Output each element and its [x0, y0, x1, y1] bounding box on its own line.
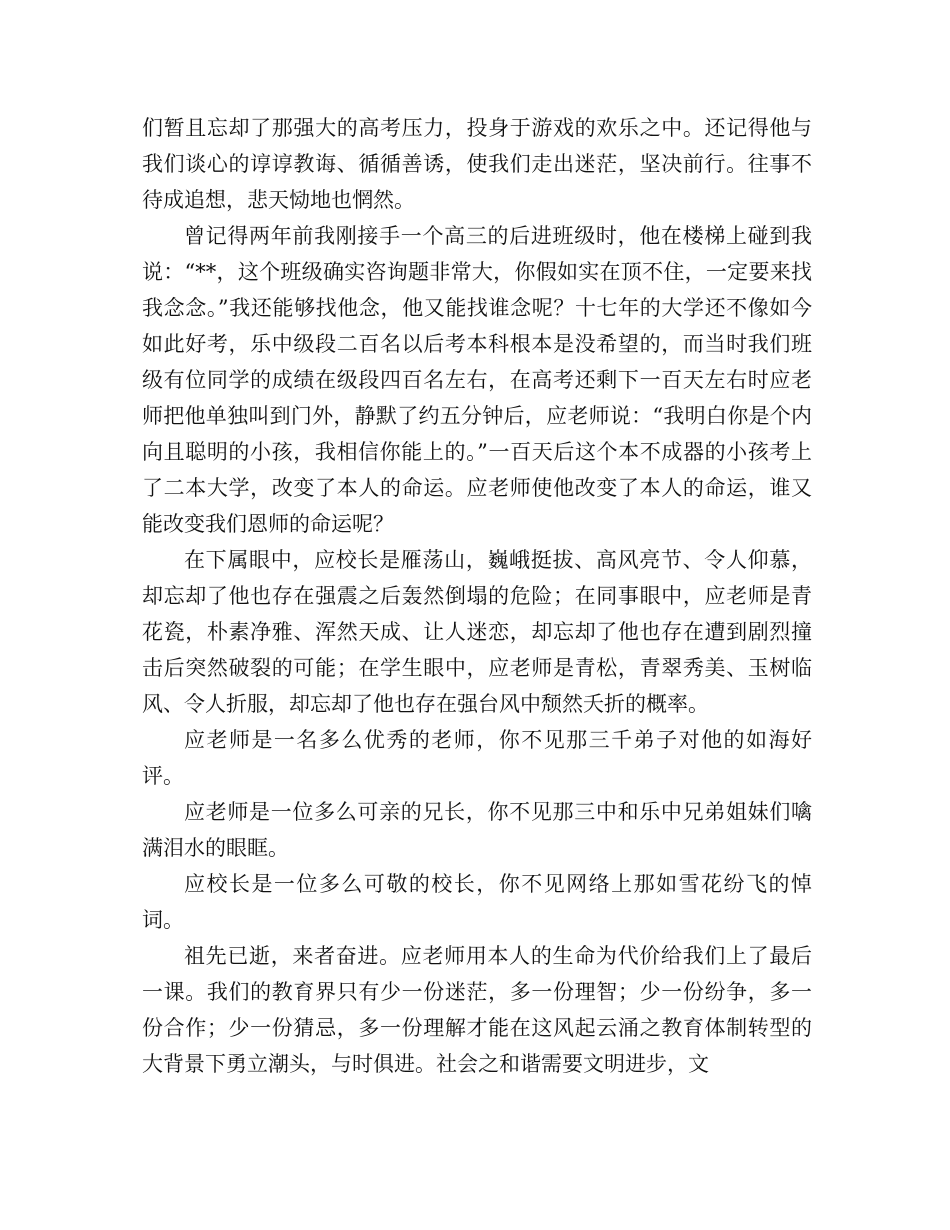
paragraph-in-others-eyes: 在下属眼中，应校长是雁荡山，巍峨挺拔、高风亮节、令人仰慕，却忘却了他也存在强震之后轰然倒塌的危险；在同事眼中，应老师是青花瓷，朴素净雅、浑然天成、让人迷恋，却忘却了他也存在遭到剧烈撞击后突然破裂的可能；在学生眼中，应老师是青松，青翠秀美、玉树临风、令人折服，却忘却了他也存在强台风中颓然夭折的概率。: [142, 548, 812, 716]
paragraph-excellent-teacher: 应老师是一名多么优秀的老师，你不见那三千弟子对他的如海好评。: [142, 728, 812, 788]
paragraph-respected-principal: 应校长是一位多么可敬的校长，你不见网络上那如雪花纷飞的悼词。: [142, 872, 812, 932]
paragraph-memory-stairs: 曾记得两年前我刚接手一个高三的后进班级时，他在楼梯上碰到我说：“**，这个班级确实咨询题非常大，你假如实在顶不住，一定要来找我念念。”我还能够找他念，他又能找谁念呢？十七年的大学还不像如今如此好考，乐中级段二百名以后考本科根本是没希望的，而当时我们班级有位同学的成绩在级段四百名左右，在高考还剩下一百天左右时应老师把他单独叫到门外，静默了约五分钟后，应老师说：“我明白你是个内向且聪明的小孩，我相信你能上的。”一百天后这个本不成器的小孩考上了二本大学，改变了本人的命运。应老师使他改变了本人的命运，谁又能改变我们恩师的命运呢？: [142, 224, 812, 536]
paragraph-last-lesson: 祖先已逝，来者奋进。应老师用本人的生命为代价给我们上了最后一课。我们的教育界只有少一份迷茫，多一份理智；少一份纷争，多一份合作；少一份猜忌，多一份理解才能在这风起云涌之教育体制转型的大背景下勇立潮头，与时俱进。社会之和谐需要文明进步，文: [142, 944, 812, 1076]
document-body: [142, 110, 812, 1082]
paragraph-kind-brother: 应老师是一位多么可亲的兄长，你不见那三中和乐中兄弟姐妹们噙满泪水的眼眶。: [142, 800, 812, 860]
paragraph-continuation: 们暂且忘却了那强大的高考压力，投身于游戏的欢乐之中。还记得他与我们谈心的谆谆教诲、循循善诱，使我们走出迷茫，坚决前行。往事不待成追想，悲天恸地也惘然。: [142, 116, 812, 212]
